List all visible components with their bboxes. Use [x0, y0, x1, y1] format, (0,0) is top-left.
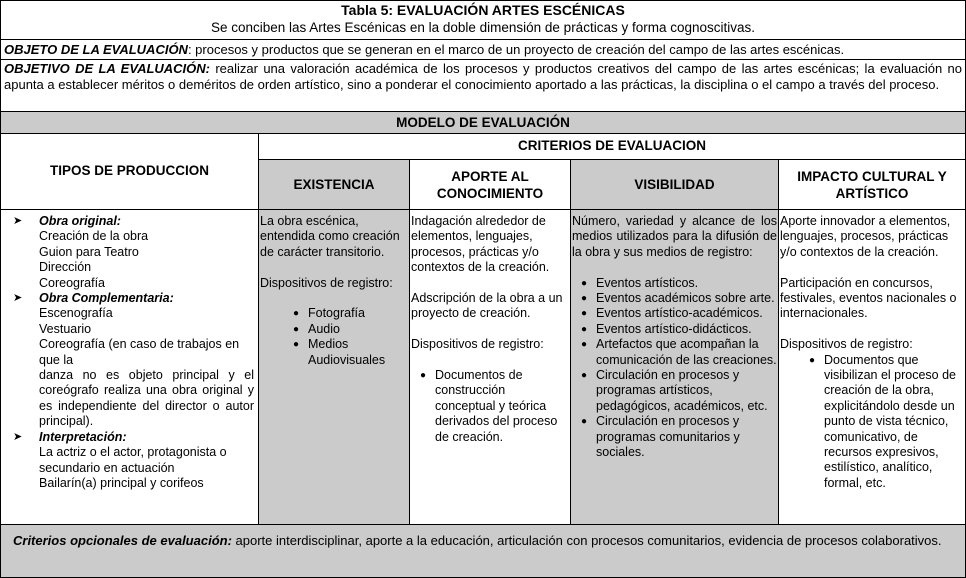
list-item: Dirección	[39, 260, 92, 275]
tipos-group-1	[3, 214, 254, 229]
visibilidad-cell	[571, 210, 779, 525]
visibilidad-text: Número, variedad y alcance de los medios utilizados para la difusión de la obra y sus medios de registro:	[572, 214, 777, 259]
footer-label: Criterios opcionales de evaluación:	[13, 533, 232, 548]
bullet-icon: ●	[580, 370, 588, 382]
list-item: Vestuario	[39, 321, 92, 336]
group-title: Obra original:	[39, 214, 121, 228]
list-item: ● Eventos artístico-didácticos.	[572, 322, 777, 337]
existencia-registro-label: Dispositivos de registro:	[260, 275, 393, 290]
list-item: ● Medios Audiovisuales	[284, 337, 408, 368]
aporte-registro-label: Dispositivos de registro:	[411, 337, 544, 352]
aporte-header	[410, 160, 571, 210]
tipos-cell	[1, 210, 259, 525]
footer-text: aporte interdisciplinar, aporte a la educación, articulación con procesos comunitarios, evidencia de procesos colaborativos.	[231, 533, 942, 548]
bullet-icon: ●	[580, 339, 588, 351]
bullet-icon: ●	[580, 416, 588, 428]
list-item: Escenografía	[39, 306, 113, 321]
bullet-icon: ●	[580, 277, 588, 289]
objetivo-row	[1, 60, 965, 112]
list-item: ● Circulación en procesos y programas comunitarios y sociales.	[572, 414, 777, 460]
aporte-cell	[410, 210, 571, 525]
list-item: Guion para Teatro	[39, 244, 139, 259]
bullet-icon: ●	[292, 308, 300, 320]
aporte-text-2: Adscripción de la obra a un proyecto de creación.	[411, 291, 563, 321]
objetivo-text: realizar una valoración académica de los procesos y productos creativos del campo de las artes escénicas; la evaluación no apunta a establecer méritos o deméritos de orden artístico, sino a ponderar el conocimiento aportado a las prácticas, la disciplina o el campo a través del proceso.	[4, 61, 962, 92]
list-item: ● Artefactos que acompañan la comunicación de las creaciones.	[572, 337, 777, 368]
bullet-icon: ●	[580, 308, 588, 320]
list-item: ● Eventos académicos sobre arte.	[572, 291, 777, 306]
list-item: ● Fotografía	[284, 306, 408, 321]
list-item: La actriz o el actor, protagonista o secundario en actuación	[39, 445, 227, 475]
list-item: ● Eventos artístico-académicos.	[572, 306, 777, 321]
aporte-header-line2: CONOCIMIENTO	[436, 185, 544, 201]
objeto-row	[1, 40, 965, 60]
list-item: danza no es objeto principal y el coreógrafo realiza una obra original y es independiente del director o autor principal).	[39, 368, 254, 429]
existencia-header-label: EXISTENCIA	[293, 177, 375, 192]
modelo-header: MODELO DE EVALUACIÓN	[1, 112, 965, 134]
impacto-text-2: Participación en concursos, festivales, eventos nacionales o internacionales.	[780, 275, 957, 321]
criterios-header: CRITERIOS DE EVALUACION	[259, 134, 965, 160]
existencia-cell	[259, 210, 410, 525]
objeto-label: OBJETO DE LA EVALUACIÓN	[4, 42, 188, 57]
aporte-text-1: Indagación alrededor de elementos, lenguajes, procesos, prácticas y/o contextos de la creación.	[411, 214, 550, 275]
existencia-header	[259, 160, 410, 210]
tipos-group-3	[3, 430, 254, 445]
list-item: ● Audio	[284, 322, 408, 337]
impacto-text-1: Aporte innovador a elementos, lenguajes, procesos, prácticas y/o contextos de la creación.	[780, 214, 951, 259]
list-item: Bailarín(a) principal y corifeos	[39, 475, 204, 490]
existencia-text: La obra escénica, entendida como creación de carácter transitorio.	[260, 214, 400, 259]
bullet-icon: ●	[292, 339, 300, 351]
arrow-bullet-icon: ➤	[13, 215, 23, 227]
group-title: Obra Complementaria:	[39, 291, 174, 306]
list-item: Coreografía (en caso de trabajos en que la	[39, 337, 240, 367]
visibilidad-header-label: VISIBILIDAD	[634, 177, 715, 192]
impacto-header-line1: IMPACTO CULTURAL Y	[797, 168, 947, 184]
table-title: Tabla 5: EVALUACIÓN ARTES ESCÉNICAS	[341, 2, 625, 18]
visibilidad-header	[571, 160, 779, 210]
table-subtitle: Se conciben las Artes Escénicas en la doble dimensión de prácticas y forma cognoscitivas.	[210, 20, 756, 35]
list-item: Coreografía	[39, 275, 106, 290]
objetivo-label: OBJETIVO DE LA EVALUACIÓN:	[4, 61, 210, 76]
bullet-icon: ●	[419, 370, 427, 382]
tipos-group-2	[3, 291, 254, 306]
aporte-header-line1: APORTE AL	[451, 168, 529, 184]
bullet-icon: ●	[580, 323, 588, 335]
list-item: ● Documentos de construcción conceptual y teórica derivados del proceso de creación.	[411, 368, 569, 445]
list-item: ● Documentos que visibilizan el proceso de creación de la obra, explicitándolo desde un punto de vista técnico, comunicativo, de recursos expresivos, estilístico, analítico, formal, etc.	[780, 353, 964, 492]
impacto-registro-label: Dispositivos de registro:	[780, 337, 913, 352]
list-item: ● Eventos artísticos.	[572, 276, 777, 291]
footer-row	[1, 525, 965, 577]
bullet-icon: ●	[580, 293, 588, 305]
group-title: Interpretación:	[39, 429, 127, 444]
bullet-icon: ●	[292, 323, 300, 335]
tipos-header: TIPOS DE PRODUCCION	[1, 134, 259, 210]
arrow-bullet-icon: ➤	[13, 430, 23, 443]
objeto-text: : procesos y productos que se generan en el marco de un proyecto de creación del campo de las artes escénicas.	[187, 42, 845, 57]
list-item: ● Circulación en procesos y programas artísticos, pedagógicos, académicos, etc.	[572, 368, 777, 414]
bullet-icon: ●	[808, 354, 816, 366]
arrow-bullet-icon: ➤	[13, 292, 23, 305]
impacto-cell	[779, 210, 965, 525]
list-item: Creación de la obra	[39, 229, 149, 244]
impacto-header	[779, 160, 965, 210]
table-title-block	[1, 1, 965, 40]
impacto-header-line2: ARTÍSTICO	[835, 185, 909, 201]
